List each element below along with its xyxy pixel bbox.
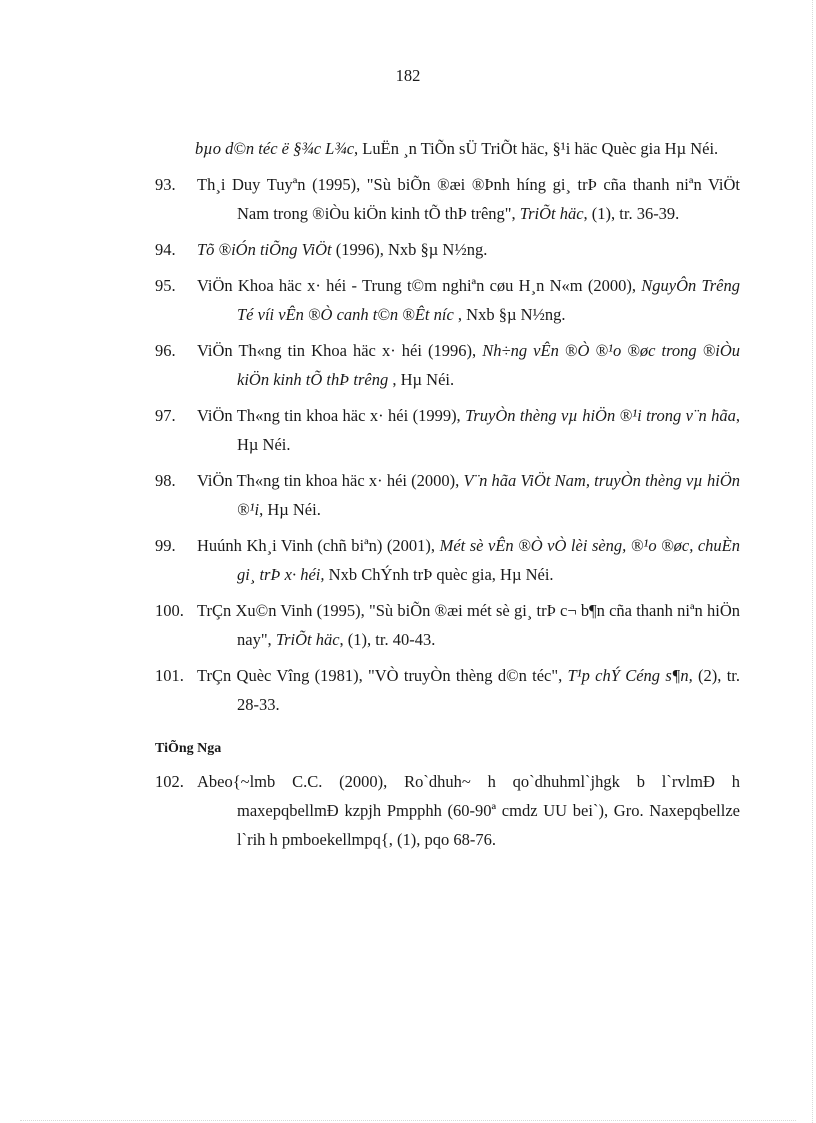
reference-title: Mét sè vÊn ®Ò vÒ lèi sèng, ®¹o ®øc, chuÈn gi¸ trÞ x· héi, — [237, 536, 740, 584]
reference-item-94 — [155, 235, 740, 264]
reference-item-98 — [155, 466, 740, 524]
reference-title: Tõ ®iÓn tiÕng ViÖt — [197, 240, 332, 259]
reference-author: ViÖn Th«ng tin Khoa häc x· héi (1996), — [197, 341, 483, 360]
reference-number: 98. — [155, 471, 176, 490]
reference-title: TruyÒn thèng vµ hiÖn ®¹i trong v¨n hãa — [465, 406, 736, 425]
reference-number: 93. — [155, 175, 176, 194]
reference-source: , Hµ Néi. — [259, 500, 321, 519]
reference-author: Huúnh Kh¸i Vinh (chñ biªn) (2001), — [197, 536, 440, 555]
reference-number: 101. — [155, 666, 184, 685]
reference-number: 94. — [155, 240, 176, 259]
reference-number: 96. — [155, 341, 176, 360]
reference-source: (1996), Nxb §µ N½ng. — [331, 240, 488, 259]
page-number: 182 — [395, 66, 421, 85]
reference-title: NguyÔn Trêng Té víi vÊn ®Ò canh t©n ®Êt níc — [237, 276, 740, 324]
reference-source: (2), tr. 28-33. — [237, 666, 740, 714]
reference-number: 102. — [155, 772, 184, 791]
page-edge-bottom — [20, 1120, 796, 1121]
reference-item-97 — [155, 401, 740, 459]
reference-item-93 — [155, 170, 740, 228]
reference-source: , Hµ Néi. — [388, 370, 455, 389]
reference-author: ViÖn Khoa häc x· héi - Trung t©m nghiªn cøu H¸n N«m (2000), — [197, 276, 642, 295]
reference-item-100 — [155, 596, 740, 654]
reference-title: T¹p chÝ Céng s¶n, — [567, 666, 693, 685]
reference-item-102 — [155, 767, 740, 854]
reference-item-95 — [155, 271, 740, 329]
reference-title: V¨n hãa ViÖt Nam, truyÒn thèng vµ hiÖn ®¹i — [237, 471, 740, 519]
reference-source: Nxb ChÝnh trÞ quèc gia, Hµ Néi. — [324, 565, 554, 584]
reference-source: , (1), tr. 36-39. — [583, 204, 680, 223]
reference-title: bµo d©n téc ë §¾c L¾c — [195, 139, 355, 158]
page-edge-right — [812, 0, 813, 1123]
reference-source: , Hµ Néi. — [237, 406, 740, 454]
reference-item-99 — [155, 531, 740, 589]
reference-author: Th¸i Duy Tuyªn (1995), "Sù biÕn ®æi ®Þnh híng gi¸ trÞ cña thanh niªn ViÖt Nam trong ®iÒu kiÖn kinh tÕ thÞ trêng", — [197, 175, 740, 223]
section-heading: TiÕng Nga — [155, 741, 222, 756]
reference-number: 99. — [155, 536, 176, 555]
reference-number: 95. — [155, 276, 176, 295]
reference-source: , (1), tr. 40-43. — [339, 630, 436, 649]
reference-author: ViÖn Th«ng tin khoa häc x· héi (2000), — [197, 471, 464, 490]
reference-list — [155, 134, 740, 861]
reference-title: TriÕt häc — [519, 204, 584, 223]
reference-item-96 — [155, 336, 740, 394]
reference-author: TrÇn Xu©n Vinh (1995), "Sù biÕn ®æi mét sè gi¸ trÞ c¬ b¶n cña thanh niªn hiÖn nay", — [197, 601, 740, 649]
reference-author: ViÖn Th«ng tin khoa häc x· héi (1999), — [197, 406, 466, 425]
reference-number: 97. — [155, 406, 176, 425]
reference-item-101 — [155, 661, 740, 719]
reference-author: Abeo{~lmb C.C. (2000), Ro`dhuh~ h qo`dhuhml`jhgk b l`rvlmÐ h maxepqbellmÐ kzpjh Pmpphh (60-90ª cmdz UU bei`), Gro. Naxepqbellze l`rih h pmboekellmpq{, (1), pqo 68-76. — [197, 772, 740, 849]
reference-source: , LuËn ¸n TiÕn sÜ TriÕt häc, §¹i häc Quèc gia Hµ Néi. — [354, 139, 719, 158]
reference-title: Nh÷ng vÊn ®Ò ®¹o ®øc trong ®iÒu kiÖn kinh tÕ thÞ trêng — [237, 341, 741, 389]
reference-continuation — [113, 134, 740, 163]
reference-number: 100. — [155, 601, 184, 620]
reference-source: , Nxb §µ N½ng. — [453, 305, 566, 324]
reference-title: TriÕt häc — [275, 630, 340, 649]
reference-author: TrÇn Quèc Vîng (1981), "VÒ truyÒn thèng d©n téc", — [197, 666, 568, 685]
